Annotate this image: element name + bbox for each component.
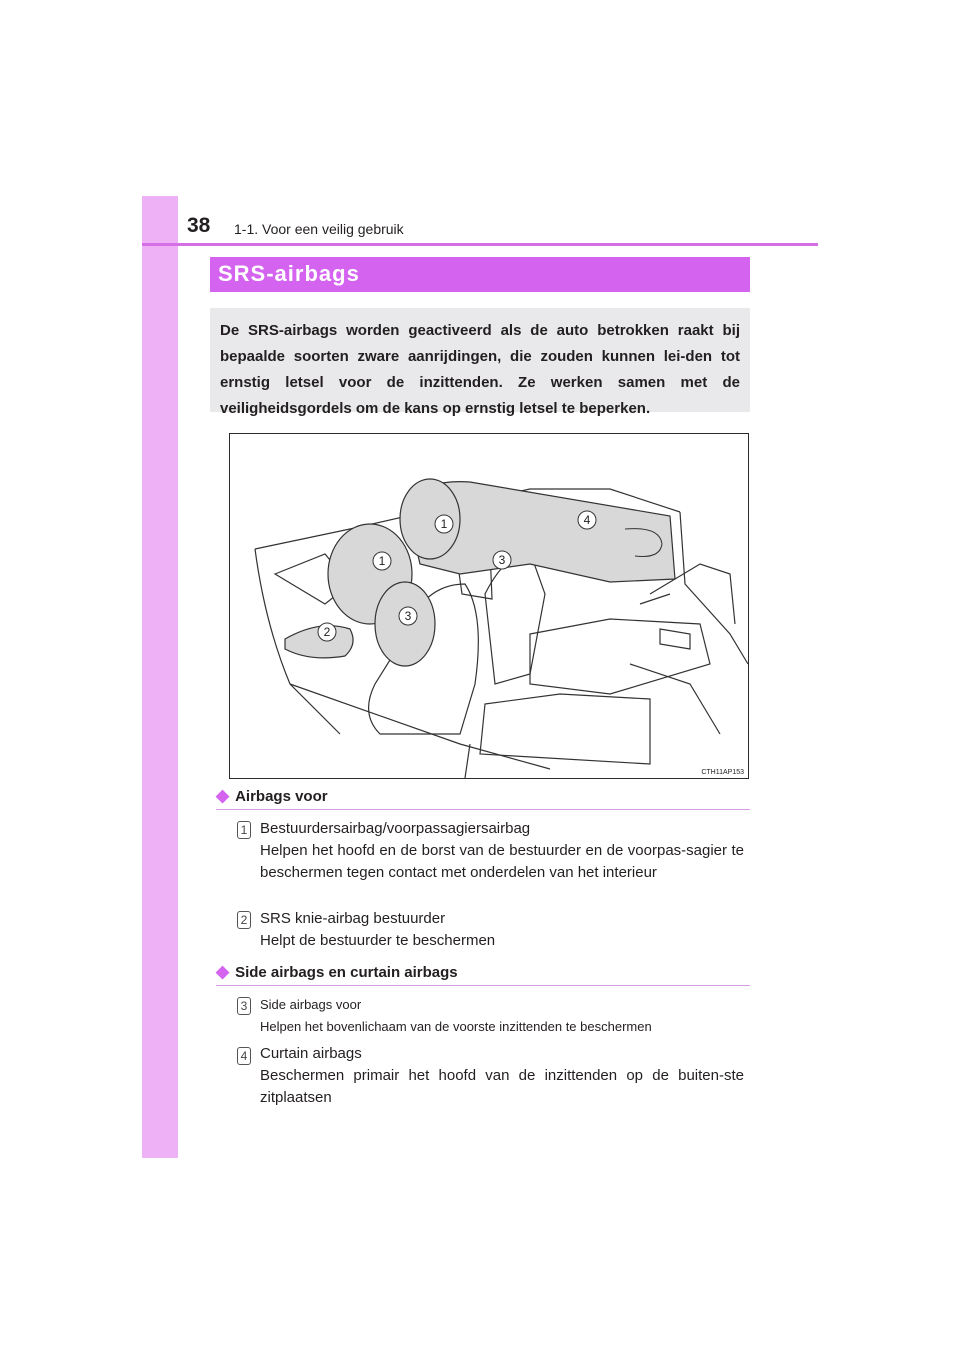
side-tab-strip [142, 196, 178, 1158]
subsection-heading-text: Side airbags en curtain airbags [235, 964, 458, 981]
diamond-bullet-icon: ◆ [216, 962, 230, 981]
airbag-illustration [229, 433, 749, 779]
car-interior-drawing [230, 434, 748, 778]
callout-1-passenger [435, 515, 453, 533]
item-description: Helpen het hoofd en de borst van de bestuurder en de voorpas-sagier te beschermen tegen contact met onderdelen van het interieur [260, 842, 744, 881]
item-description: Helpt de bestuurder te beschermen [260, 932, 496, 949]
callout-3-driver [399, 607, 417, 625]
section-title: SRS-airbags [218, 261, 360, 286]
callout-2-label: 2 [323, 625, 331, 639]
callout-3-passenger-label: 3 [498, 553, 506, 567]
subsection-heading-front-airbags [216, 786, 328, 806]
callout-3-passenger [493, 551, 511, 569]
callout-1-driver-label: 1 [378, 554, 386, 568]
intro-box: De SRS-airbags worden geactiveerd als de auto betrokken raakt bij bepaalde soorten zware aanrijdingen, die zouden kunnen lei-den tot ernstig letsel voor de inzittenden. Ze werken samen met de veiligheidsgordels om de kans op ernstig letsel te beperken. [210, 308, 750, 412]
chapter-title: 1-1. Voor een veilig gebruik [234, 221, 404, 237]
subsection-heading-side-curtain-airbags [216, 962, 458, 982]
item-number-badge: 4 [237, 1047, 251, 1065]
item-title: Curtain airbags [260, 1045, 362, 1062]
item-title: SRS knie-airbag bestuurder [260, 910, 446, 927]
callout-1-driver [373, 552, 391, 570]
item-number-badge: 3 [237, 997, 251, 1015]
diamond-bullet-icon: ◆ [216, 786, 230, 805]
item-number-badge: 1 [237, 821, 251, 839]
callout-2 [318, 623, 336, 641]
list-item [260, 994, 744, 1038]
item-description: Helpen het bovenlichaam van de voorste inzittenden te beschermen [260, 1019, 652, 1034]
section-title-bar [210, 257, 750, 292]
callout-1-passenger-label: 1 [440, 517, 448, 531]
item-title: Bestuurdersairbag/voorpassagiersairbag [260, 820, 531, 837]
list-item [260, 908, 744, 952]
subsection-rule [216, 809, 750, 810]
page-number: 38 [187, 214, 211, 237]
header-rule [142, 243, 818, 246]
list-item [260, 1043, 744, 1109]
item-title: Side airbags voor [260, 997, 362, 1012]
item-description: Beschermen primair het hoofd van de inzittenden op de buiten-ste zitplaatsen [260, 1067, 744, 1106]
subsection-rule [216, 985, 750, 986]
callout-3-driver-label: 3 [404, 609, 412, 623]
callout-4 [578, 511, 596, 529]
figure-code: CTH11AP153 [701, 769, 744, 776]
callout-4-label: 4 [583, 513, 591, 527]
subsection-heading-text: Airbags voor [235, 788, 328, 805]
item-number-badge: 2 [237, 911, 251, 929]
list-item [260, 818, 744, 884]
